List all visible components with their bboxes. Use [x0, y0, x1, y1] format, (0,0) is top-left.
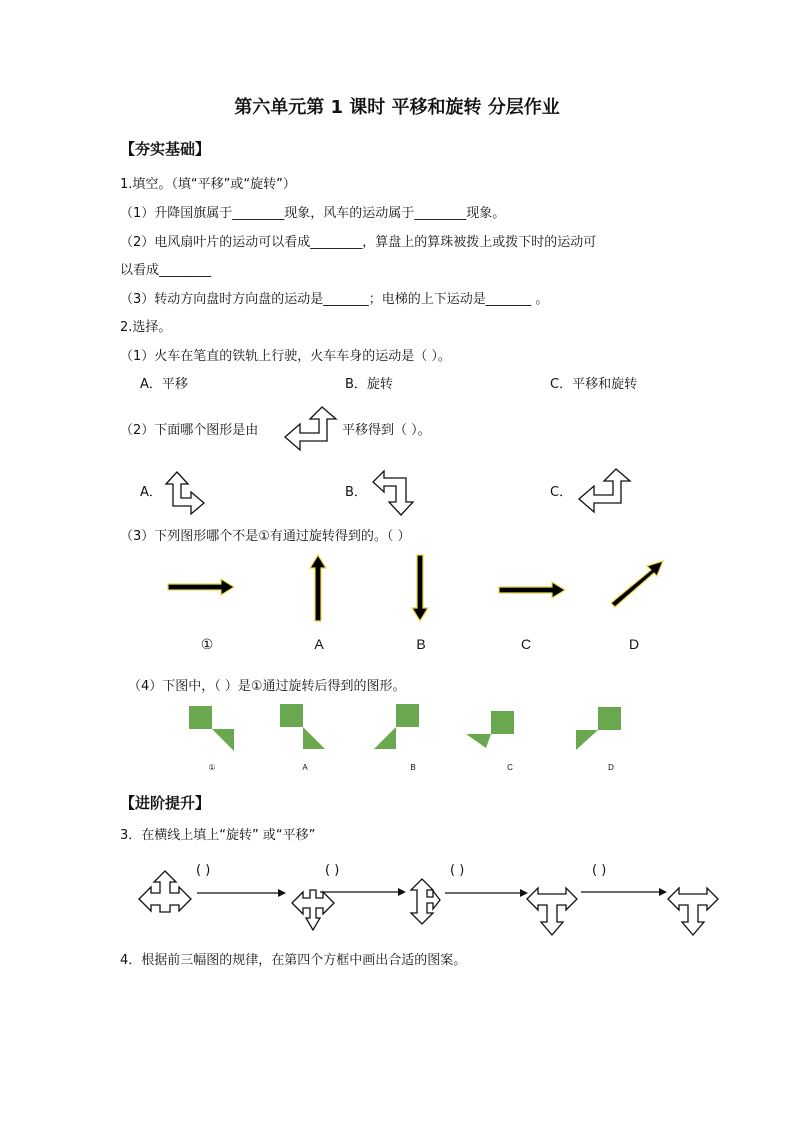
q1-line-2b: 以看成________ — [120, 263, 212, 278]
q2-part4: （4）下图中，（ ）是①通过旋转后得到的图形。 — [128, 679, 406, 694]
option-b-arrow-figure — [370, 468, 418, 518]
q2-part3: （3）下列图形哪个不是①有通过旋转得到的。（ ） — [120, 529, 411, 544]
page-title: 第六单元第 1 课时 平移和旋转 分层作业 — [234, 97, 560, 118]
q3-bracket-2: ( ) — [325, 863, 340, 878]
section-heading-basic: 【夯实基础】 — [120, 140, 211, 158]
q3-bracket-4: ( ) — [592, 863, 607, 878]
q3-bracket-1: ( ) — [196, 863, 211, 878]
q2-part1-option-c: C．平移和旋转 — [550, 377, 638, 392]
q2-part2-option-c-label: C． — [550, 485, 573, 500]
arrow-label-d: D — [628, 636, 640, 652]
q4-heading: 4．根据前三幅图的规律，在第四个方框中画出合适的图案。 — [120, 953, 467, 968]
arrow-label-1: ① — [200, 636, 214, 652]
arrow-a-up-figure — [306, 553, 330, 623]
q2-part2-option-a-label: A． — [140, 485, 162, 500]
option-a-arrow-figure — [163, 470, 207, 516]
q3-heading: 3．在横线上填上“旋转” 或“平移” — [120, 828, 316, 843]
arrow-label-b: B — [416, 636, 426, 652]
arrow-c-right-figure — [496, 578, 568, 602]
arrow-b-down-figure — [408, 553, 432, 623]
q3-bracket-3: ( ) — [450, 863, 465, 878]
green-shape-d-figure — [574, 706, 624, 752]
arrow-1-right-figure — [165, 575, 237, 599]
green-shape-1-figure — [188, 705, 236, 753]
q1-heading: 1.填空。（填“平移”或“旋转”） — [120, 177, 296, 192]
q1-line-3: （3）转动方向盘时方向盘的运动是_______；电梯的上下运动是_______ 。 — [120, 292, 549, 307]
green-shape-c-figure — [464, 710, 516, 750]
shape-label-b: B — [410, 763, 416, 772]
q2-part1-option-a: A．平移 — [140, 377, 188, 392]
shape-label-a: A — [302, 763, 308, 772]
reference-bent-arrow-figure — [282, 405, 338, 453]
arrow-label-a: A — [314, 636, 324, 652]
q3-transformation-sequence-figure — [135, 868, 725, 940]
q1-line-1: （1）升降国旗属于________现象，风车的运动属于________现象。 — [120, 206, 506, 221]
q2-part2-suffix: 平移得到（ ）。 — [342, 423, 431, 438]
arrow-d-diagonal-figure — [606, 558, 666, 610]
q2-heading: 2.选择。 — [120, 320, 172, 335]
q1-line-2a: （2）电风扇叶片的运动可以看成________，算盘上的算珠被拨上或拨下时的运动可 — [120, 235, 597, 250]
q2-part2-option-b-label: B． — [345, 485, 367, 500]
q2-part2-prefix: （2）下面哪个图形是由 — [120, 423, 259, 438]
green-shape-b-figure — [372, 703, 420, 751]
arrow-label-c: C — [520, 636, 532, 652]
green-shape-a-figure — [279, 703, 327, 751]
q2-part1-option-b: B．旋转 — [345, 377, 393, 392]
option-c-arrow-figure — [576, 467, 632, 515]
shape-label-d: D — [608, 763, 614, 772]
shape-label-1: ① — [208, 763, 216, 772]
section-heading-advanced: 【进阶提升】 — [120, 794, 211, 812]
q2-part1: （1）火车在笔直的铁轨上行驶，火车车身的运动是（ ）。 — [120, 349, 451, 364]
shape-label-c: C — [507, 763, 513, 772]
